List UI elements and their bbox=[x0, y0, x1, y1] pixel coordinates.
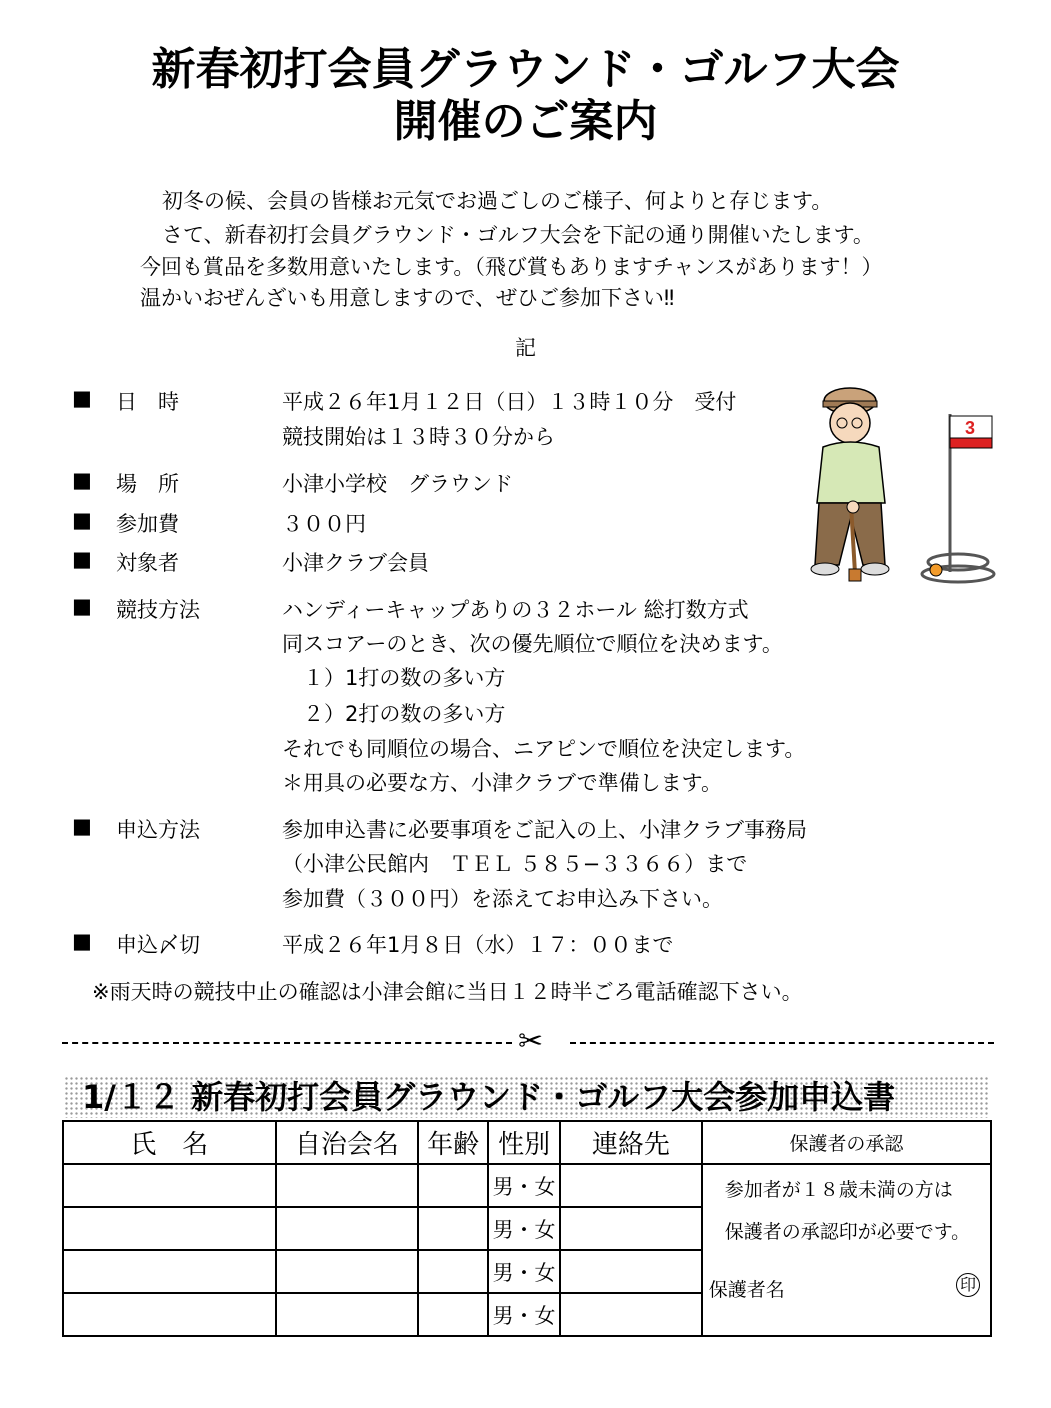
method-value: ハンディーキャップありの３２ホール 総打数方式 bbox=[282, 598, 749, 622]
guardian-name-label: 保護者名 bbox=[708, 1279, 785, 1301]
table-row bbox=[63, 1164, 991, 1207]
guardian-note: 保護者の承認印が必要です。 bbox=[724, 1221, 971, 1243]
header-guardian: 保護者の承認 bbox=[702, 1121, 991, 1164]
guardian-note: 参加者が１８歳未満の方は bbox=[724, 1179, 953, 1201]
apply-label: 申込方法 bbox=[116, 818, 200, 842]
fee-value: ３００円 bbox=[282, 512, 366, 536]
application-form-table bbox=[62, 1120, 992, 1337]
intro-line: 初冬の候、会員の皆様お元気でお過ごしのご様子、何よりと存じます。 bbox=[162, 189, 833, 213]
cut-line bbox=[570, 1042, 994, 1044]
header-name: 氏 名 bbox=[63, 1121, 276, 1164]
intro-line: 温かいおぜんざいも用意しますので、ぜひご参加下さい‼ bbox=[140, 286, 675, 310]
target-value: 小津クラブ会員 bbox=[282, 551, 429, 575]
assoc-field[interactable] bbox=[276, 1207, 419, 1250]
place-value: 小津小学校 グラウンド bbox=[282, 472, 513, 496]
contact-field[interactable] bbox=[560, 1164, 702, 1207]
table-header-row bbox=[63, 1121, 991, 1164]
name-field[interactable] bbox=[63, 1293, 276, 1336]
sex-field[interactable]: 男・女 bbox=[488, 1250, 560, 1293]
bullet-icon: ■ bbox=[72, 468, 92, 492]
place-label: 場 所 bbox=[116, 472, 179, 496]
sex-field[interactable]: 男・女 bbox=[488, 1207, 560, 1250]
header-sex: 性別 bbox=[488, 1121, 560, 1164]
page-subtitle: 開催のご案内 bbox=[393, 96, 658, 147]
ki-heading: 記 bbox=[515, 336, 536, 360]
scissors-icon: ✂ bbox=[518, 1024, 544, 1059]
datetime-label: 日 時 bbox=[116, 390, 179, 414]
age-field[interactable] bbox=[418, 1250, 488, 1293]
assoc-field[interactable] bbox=[276, 1250, 419, 1293]
name-field[interactable] bbox=[63, 1164, 276, 1207]
age-field[interactable] bbox=[418, 1164, 488, 1207]
deadline-label: 申込〆切 bbox=[116, 933, 200, 957]
method-value: それでも同順位の場合、ニアピンで順位を決定します。 bbox=[282, 737, 806, 761]
sex-field[interactable]: 男・女 bbox=[488, 1164, 560, 1207]
bullet-icon: ■ bbox=[72, 594, 92, 618]
bullet-icon: ■ bbox=[72, 547, 92, 571]
flag-number: 3 bbox=[964, 418, 976, 438]
intro-line: 今回も賞品を多数用意いたします。（飛び賞もありますチャンスがあります！） bbox=[140, 255, 883, 279]
guardian-cell bbox=[702, 1164, 991, 1336]
datetime-value: 平成２６年1月１２日（日）１３時１０分 受付 bbox=[282, 390, 737, 414]
contact-field[interactable] bbox=[560, 1207, 702, 1250]
intro-line: さて、新春初打会員グラウンド・ゴルフ大会を下記の通り開催いたします。 bbox=[162, 223, 874, 247]
golfer-illustration bbox=[805, 385, 895, 585]
apply-value: 参加費（３００円）を添えてお申込み下さい。 bbox=[282, 887, 723, 911]
header-contact: 連絡先 bbox=[560, 1121, 702, 1164]
assoc-field[interactable] bbox=[276, 1293, 419, 1336]
method-label: 競技方法 bbox=[116, 598, 200, 622]
apply-value: 参加申込書に必要事項をご記入の上、小津クラブ事務局 bbox=[282, 818, 807, 842]
form-title: 1/１２ 新春初打会員グラウンド・ゴルフ大会参加申込書 bbox=[64, 1076, 988, 1118]
deadline-value: 平成２６年1月８日（水）１７：００まで bbox=[282, 933, 674, 957]
header-assoc: 自治会名 bbox=[276, 1121, 419, 1164]
header-age: 年齢 bbox=[418, 1121, 488, 1164]
name-field[interactable] bbox=[63, 1250, 276, 1293]
apply-value: （小津公民館内 ＴＥＬ ５８５−３３６６）まで bbox=[282, 852, 748, 876]
datetime-value: 競技開始は１３時３０分から bbox=[282, 425, 555, 449]
assoc-field[interactable] bbox=[276, 1164, 419, 1207]
method-value: 同スコアーのとき、次の優先順位で順位を決めます。 bbox=[282, 632, 783, 656]
method-value: ２）2打の数の多い方 bbox=[282, 702, 506, 726]
sex-field[interactable]: 男・女 bbox=[488, 1293, 560, 1336]
stamp-icon: 印 bbox=[956, 1273, 980, 1297]
age-field[interactable] bbox=[418, 1293, 488, 1336]
contact-field[interactable] bbox=[560, 1293, 702, 1336]
page-title: 新春初打会員グラウンド・ゴルフ大会 bbox=[151, 44, 900, 95]
name-field[interactable] bbox=[63, 1207, 276, 1250]
fee-label: 参加費 bbox=[116, 512, 179, 536]
age-field[interactable] bbox=[418, 1207, 488, 1250]
hole-post-illustration bbox=[918, 412, 998, 592]
bullet-icon: ■ bbox=[72, 386, 92, 410]
contact-field[interactable] bbox=[560, 1250, 702, 1293]
target-label: 対象者 bbox=[116, 551, 179, 575]
bullet-icon: ■ bbox=[72, 929, 92, 953]
rain-note: ※雨天時の競技中止の確認は小津会館に当日１２時半ごろ電話確認下さい。 bbox=[92, 980, 803, 1004]
bullet-icon: ■ bbox=[72, 814, 92, 838]
cut-line bbox=[62, 1042, 512, 1044]
bullet-icon: ■ bbox=[72, 508, 92, 532]
method-value: ＊用具の必要な方、小津クラブで準備します。 bbox=[282, 771, 722, 795]
method-value: １）1打の数の多い方 bbox=[282, 666, 506, 690]
